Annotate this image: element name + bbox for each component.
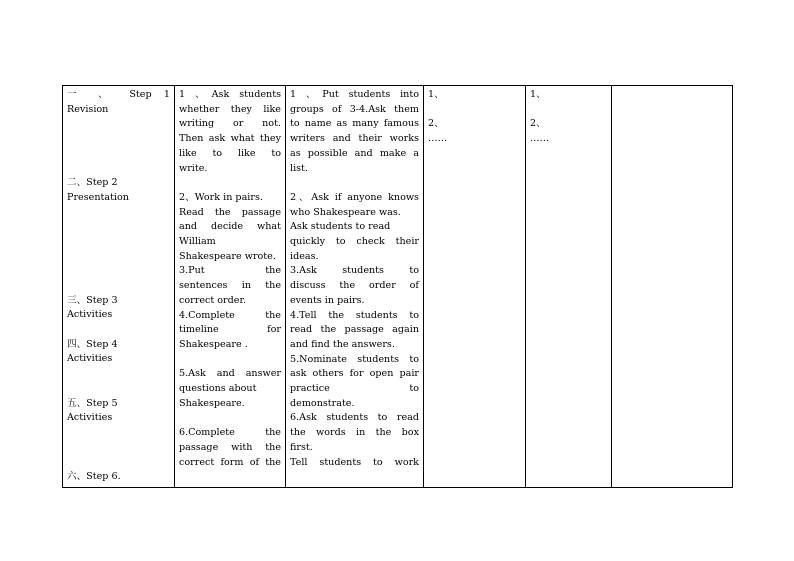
teacher-activity-cell <box>286 86 424 488</box>
teacher-line: Tell students to work <box>290 456 419 468</box>
step-3-name: Activities <box>67 309 113 321</box>
teacher-line: events in pairs. <box>290 294 365 306</box>
student-line: writing or not. <box>179 118 281 130</box>
student-line: 2、Work in pairs. <box>179 191 263 203</box>
step-1-label: 一 、 Step 1 <box>67 89 170 100</box>
student-line: Shakespeare wrote. <box>179 250 276 262</box>
teacher-line: 2、Ask if anyone knows <box>290 191 419 203</box>
column-4-line: …… <box>428 133 448 145</box>
empty-cell <box>612 86 733 488</box>
teacher-line: and find the answers. <box>290 338 395 350</box>
student-line: Read the passage <box>179 206 281 218</box>
teacher-line: 1 、Put students into <box>290 89 419 100</box>
step-4-label: 四、Step 4 <box>67 338 118 350</box>
student-line: write. <box>179 162 208 174</box>
teacher-line: writers and their works <box>290 133 419 145</box>
student-activity-cell <box>175 86 286 488</box>
teacher-line: quickly to check their <box>290 236 419 248</box>
student-line: 4.Complete the <box>179 309 281 321</box>
teacher-line: groups of 3-4.Ask them <box>290 103 419 115</box>
teacher-line: ideas. <box>290 250 319 262</box>
steps-cell <box>63 86 175 488</box>
student-line: whether they like <box>179 103 281 115</box>
teacher-line: to name as many famous <box>290 118 419 130</box>
student-line: correct form of the <box>179 456 281 468</box>
student-line: questions about <box>179 383 257 395</box>
teacher-line: first. <box>290 441 313 453</box>
step-6-label: 六、Step 6. <box>67 471 121 483</box>
table-row <box>63 86 733 488</box>
teacher-line: 6.Ask students to read <box>290 412 419 424</box>
teacher-line: demonstrate. <box>290 397 355 409</box>
step-2-label: 二、Step 2 <box>67 177 118 189</box>
student-line: Shakespeare . <box>179 338 248 350</box>
student-line: passage with the <box>179 441 281 453</box>
step-3-label: 三、Step 3 <box>67 294 118 306</box>
teacher-line: discuss the order of <box>290 280 419 292</box>
student-line: timeline for <box>179 324 281 336</box>
teacher-line: list. <box>290 162 308 174</box>
student-line: William <box>179 236 216 248</box>
lesson-plan-table <box>62 85 733 488</box>
student-line: 1 、Ask students <box>179 89 281 100</box>
column-5-cell <box>526 86 612 488</box>
column-4-cell <box>424 86 526 488</box>
teacher-line: as possible and make a <box>290 147 419 159</box>
column-4-line: 1、 <box>428 89 444 100</box>
column-5-line: …… <box>530 133 550 145</box>
step-5-name: Activities <box>67 412 113 424</box>
teacher-line: ask others for open pair <box>290 368 419 380</box>
student-line: Then ask what they <box>179 133 281 145</box>
step-4-name: Activities <box>67 353 113 365</box>
teacher-line: 4.Tell the students to <box>290 309 419 321</box>
student-line: and decide what <box>179 221 281 233</box>
student-line: 6.Complete the <box>179 427 281 439</box>
teacher-line: the words in the box <box>290 427 419 439</box>
column-5-line: 1、 <box>530 89 546 100</box>
column-4-line: 2、 <box>428 118 444 130</box>
teacher-line: who Shakespeare was. <box>290 206 401 218</box>
column-5-line: 2、 <box>530 118 546 130</box>
student-line: sentences in the <box>179 280 281 292</box>
student-line: 3.Put the <box>179 265 281 277</box>
step-5-label: 五、Step 5 <box>67 397 118 409</box>
student-line: Shakespeare. <box>179 397 245 409</box>
teacher-line: 5.Nominate students to <box>290 353 419 365</box>
teacher-line: practice to <box>290 383 419 395</box>
student-line: correct order. <box>179 294 247 306</box>
teacher-line: 3.Ask students to <box>290 265 419 277</box>
teacher-line: Ask students to read <box>290 221 391 233</box>
step-2-name: Presentation <box>67 191 129 203</box>
student-line: 5.Ask and answer <box>179 368 281 380</box>
teacher-line: read the passage again <box>290 324 419 336</box>
step-1-name: Revision <box>67 103 109 115</box>
student-line: like to like to <box>179 147 281 159</box>
